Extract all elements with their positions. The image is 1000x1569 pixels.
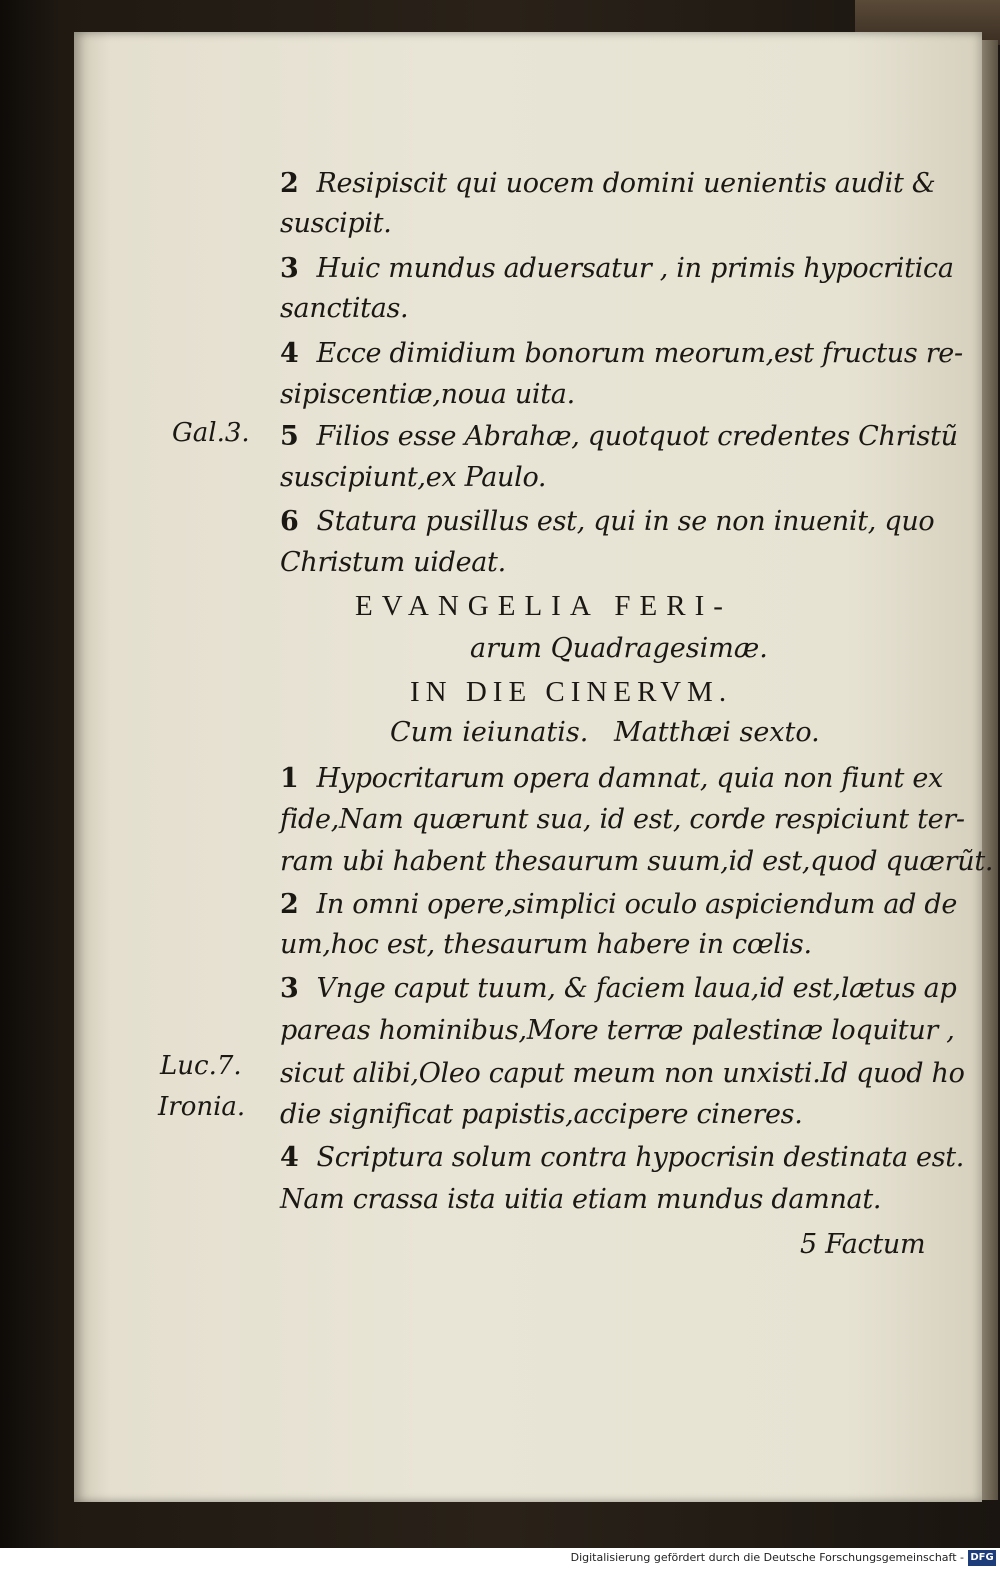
text-line: 2 In omni opere,simplici oculo aspiciendum ad de [280,889,958,920]
margin-note-gal: Gal.3. [172,418,250,448]
text-line: 3 Vnge caput tuum, & faciem laua,id est,lætus ap [280,973,957,1004]
text-line: pareas hominibus,More terræ palestinæ loquitur , [280,1015,955,1046]
line-number: 1 [280,763,299,794]
line-number: 2 [280,889,299,920]
digitization-footer [0,1548,1000,1569]
text-line: sipiscentiæ,noua uita. [280,379,575,410]
line-number: 4 [280,338,299,369]
text-line: Christum uideat. [280,547,506,578]
section-subtitle: arum Quadragesimæ. [470,633,768,664]
text-line: 1 Hypocritarum opera damnat, quia non fiunt ex [280,763,943,794]
text-line: ram ubi habent thesaurum suum,id est,quod quærũt. [280,846,994,877]
text-line: suscipiunt,ex Paulo. [280,462,547,493]
text-line: um,hoc est, thesaurum habere in cœlis. [280,929,812,960]
margin-note-luc: Luc.7. [160,1051,242,1081]
section-title: EVANGELIA FERI- [355,590,732,622]
line-number: 3 [280,973,299,1004]
line-number: 2 [280,168,299,199]
line-number: 5 [280,421,299,452]
pericope-reference: Cum ieiunatis. Matthæi sexto. [390,717,820,748]
text-line: die significat papistis,accipere cineres. [280,1099,803,1130]
text-line: 4 Scriptura solum contra hypocrisin destinata est. [280,1142,965,1173]
text-line: Nam crassa ista uitia etiam mundus damnat. [280,1184,882,1215]
day-title: IN DIE CINERVM. [410,676,733,708]
line-number: 6 [280,506,299,537]
margin-note-ironia: Ironia. [158,1092,246,1122]
text-line: 5 Filios esse Abrahæ, quotquot credentes Christũ [280,421,958,452]
page-edge [980,40,998,1500]
text-line: sanctitas. [280,293,409,324]
dfg-logo-icon: DFG [968,1550,996,1566]
catchword: 5 Factum [800,1229,926,1260]
text-line: sicut alibi,Oleo caput meum non unxisti.Id quod ho [280,1058,965,1089]
text-line: 6 Statura pusillus est, qui in se non inuenit, quo [280,506,935,537]
text-line: 3 Huic mundus aduersatur , in primis hypocritica [280,253,954,284]
text-line: fide,Nam quærunt sua, id est, corde respiciunt ter- [280,804,965,835]
text-line: suscipit. [280,208,392,239]
text-line: 4 Ecce dimidium bonorum meorum,est fructus re- [280,338,963,369]
footer-credit: Digitalisierung gefördert durch die Deutsche Forschungsgemeinschaft - [570,1551,964,1564]
line-number: 4 [280,1142,299,1173]
line-number: 3 [280,253,299,284]
text-line: 2 Resipiscit qui uocem domini uenientis audit & [280,168,936,199]
